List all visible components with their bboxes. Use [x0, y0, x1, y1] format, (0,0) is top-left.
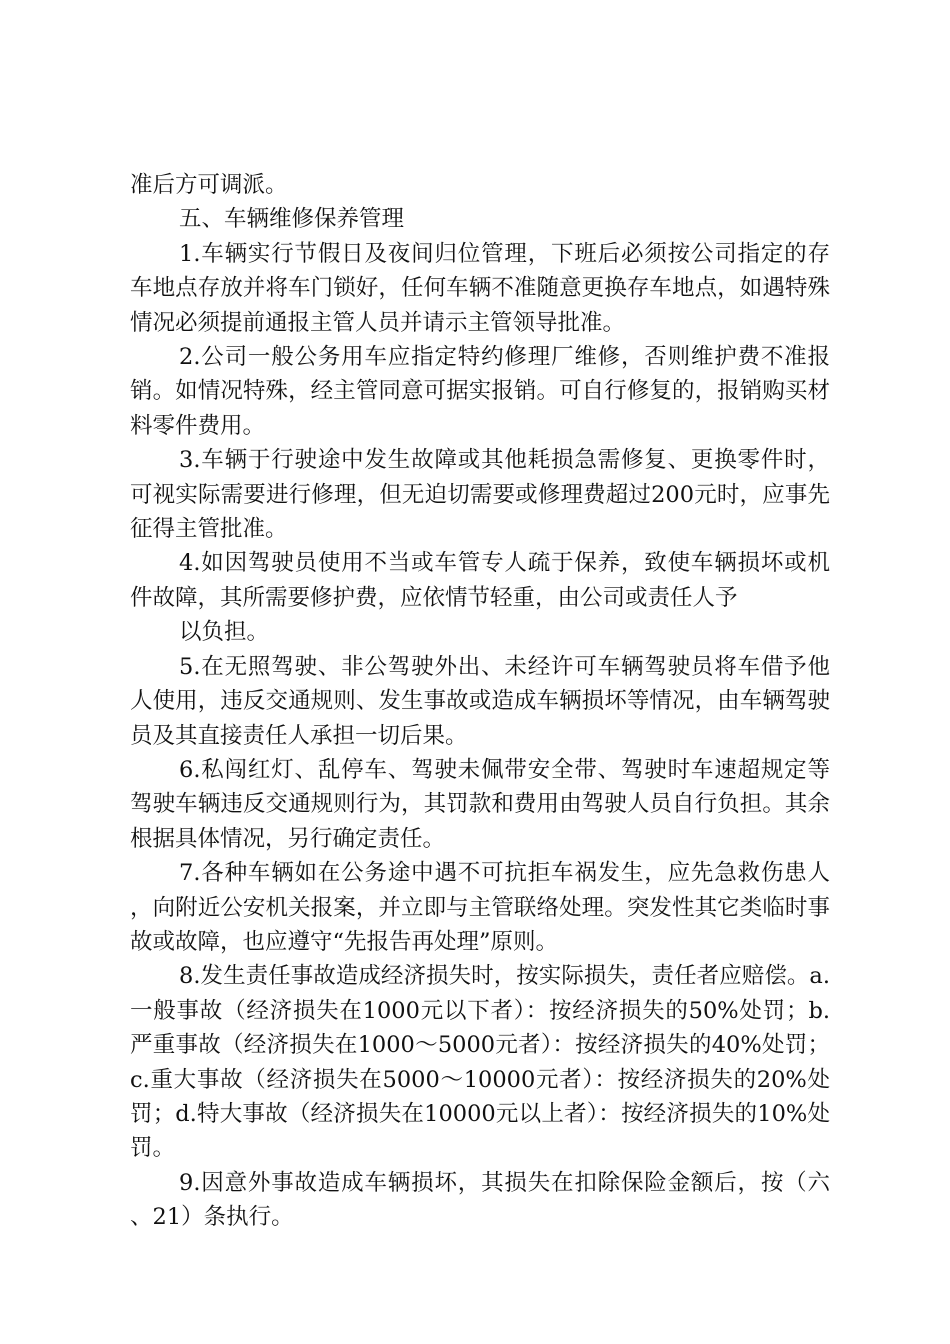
paragraph-item-9: 9.因意外事故造成车辆损坏，其损失在扣除保险金额后，按（六、21）条执行。	[130, 1169, 830, 1231]
paragraph-item-7: 7.各种车辆如在公务途中遇不可抗拒车祸发生，应先急救伤患人，向附近公安机关报案，并立即与主管联络处理。突发性其它类临时事故或故障，也应遵守“先报告再处理”原则。	[130, 860, 830, 955]
paragraph-item-4-continued: 以负担。	[179, 619, 270, 646]
paragraph-item-4: 4.如因驾驶员使用不当或车管专人疏于保养，致使车辆损坏或机件故障，其所需要修护费，应依情节轻重，由公司或责任人予	[130, 550, 830, 611]
paragraph-item-1: 1.车辆实行节假日及夜间归位管理，下班后必须按公司指定的存车地点存放并将车门锁好，任何车辆不准随意更换存车地点，如遇特殊情况必须提前通报主管人员并请示主管领导批准。	[130, 240, 830, 336]
paragraph-continuation: 准后方可调派。	[130, 172, 288, 198]
paragraph-item-8: 8.发生责任事故造成经济损失时，按实际损失，责任者应赔偿。a.一般事故（经济损失在1000元以下者）：按经济损失的50%处罚；b.严重事故（经济损失在1000～5000元者）：按经济损失的40%处罚；c.重大事故（经济损失在5000～10000元者）：按经济损失的20%处罚；d.特大事故（经济损失在10000元以上者）：按经济损失的10%处罚。	[130, 963, 830, 1162]
paragraph-item-5: 5.在无照驾驶、非公驾驶外出、未经许可车辆驾驶员将车借予他人使用，违反交通规则、发生事故或造成车辆损坏等情况，由车辆驾驶员及其直接责任人承担一切后果。	[130, 653, 830, 749]
paragraph-item-3: 3.车辆于行驶途中发生故障或其他耗损急需修复、更换零件时，可视实际需要进行修理，但无迫切需要或修理费超过200元时，应事先征得主管批准。	[130, 447, 830, 543]
document-body	[130, 168, 830, 1235]
paragraph-item-2: 2.公司一般公务用车应指定特约修理厂维修，否则维护费不准报销。如情况特殊，经主管同意可据实报销。可自行修复的，报销购买材料零件费用。	[130, 344, 830, 439]
section-heading: 五、车辆维修保养管理	[179, 206, 405, 233]
paragraph-item-6: 6.私闯红灯、乱停车、驾驶未佩带安全带、驾驶时车速超规定等驾驶车辆违反交通规则行为，其罚款和费用由驾驶人员自行负担。其余根据具体情况，另行确定责任。	[130, 756, 830, 852]
